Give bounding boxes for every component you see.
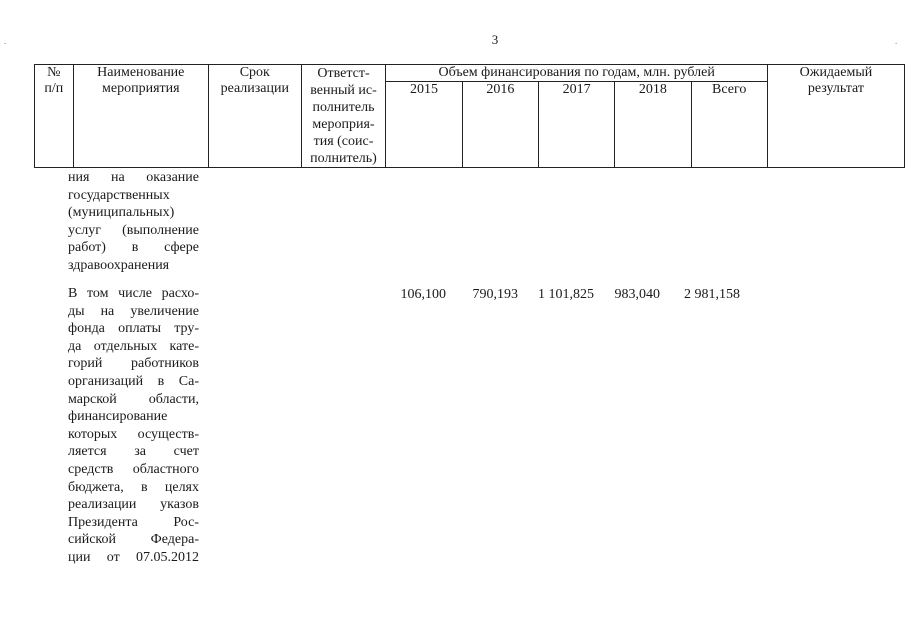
header-result-line2: результат: [807, 81, 864, 96]
header-responsible-line1: Ответст-: [317, 66, 370, 81]
scan-speck: .: [895, 36, 898, 46]
continuation-line: услуг (выполнение: [68, 222, 199, 238]
row-line: организаций в Са-: [68, 373, 199, 389]
header-term-line1: Срок: [239, 65, 270, 80]
row-line: В том числе расхо-: [68, 286, 199, 301]
header-responsible-line2: венный ис-: [310, 83, 377, 98]
header-result-line1: Ожидаемый: [799, 65, 873, 80]
header-term: [208, 65, 301, 168]
row-line: которых осуществ-: [68, 426, 199, 442]
row-line: финансирование: [68, 409, 168, 425]
header-name-line2: мероприятия: [102, 81, 180, 96]
continuation-line: (муниципальных): [68, 205, 175, 221]
header-name: [73, 65, 208, 168]
value-total: 2 981,158: [684, 287, 740, 302]
value-2017: 1 101,825: [538, 287, 594, 302]
table-header: [34, 64, 905, 168]
header-name-line1: Наименование: [97, 65, 185, 80]
value-2018: 983,040: [614, 287, 660, 302]
row-line: ды на увеличение: [68, 303, 199, 319]
row-line: марской области,: [68, 391, 199, 407]
scan-speck: .: [4, 36, 7, 46]
header-responsible: [301, 65, 386, 168]
header-year-2018: 2018: [615, 82, 691, 168]
header-year-total: Всего: [691, 82, 767, 168]
header-result: [767, 65, 904, 168]
header-responsible-line3: полнитель: [312, 100, 375, 115]
continuation-text: [68, 169, 199, 275]
row-description: [68, 285, 199, 567]
value-2016: 790,193: [472, 287, 518, 302]
header-responsible-line6: полнитель): [310, 151, 377, 166]
header-num-line1: №: [47, 65, 61, 80]
header-year-2015: 2015: [386, 82, 462, 168]
header-responsible-line4: мероприя-: [312, 117, 375, 132]
row-line: горий работников: [68, 356, 199, 372]
row-line: ляется за счет: [68, 444, 199, 460]
row-line: бюджета, в целях: [68, 479, 199, 495]
page-number: 3: [491, 32, 499, 47]
header-term-line2: реализации: [220, 81, 289, 96]
header-year-2017: 2017: [538, 82, 614, 168]
row-line: ции от 07.05.2012: [68, 549, 199, 565]
header-num-line2: п/п: [44, 81, 64, 96]
row-line: да отдельных кате-: [68, 338, 199, 354]
header-year-2016: 2016: [462, 82, 538, 168]
continuation-line: ния на оказание: [68, 170, 199, 185]
header-financing-title: Объем финансирования по годам, млн. рублей: [386, 65, 768, 82]
row-line: фонда оплаты тру-: [68, 321, 199, 337]
header-responsible-line5: тия (соис-: [313, 134, 374, 149]
continuation-line: государственных: [68, 187, 170, 203]
row-line: реализации указов: [68, 497, 199, 513]
row-line: сийской Федера-: [68, 532, 199, 548]
value-2015: 106,100: [400, 287, 446, 302]
continuation-line: работ) в сфере: [68, 240, 199, 256]
header-num: [35, 65, 74, 168]
row-line: Президента Рос-: [68, 514, 199, 530]
continuation-line: здравоохранения: [68, 257, 170, 273]
row-line: средств областного: [68, 461, 199, 477]
